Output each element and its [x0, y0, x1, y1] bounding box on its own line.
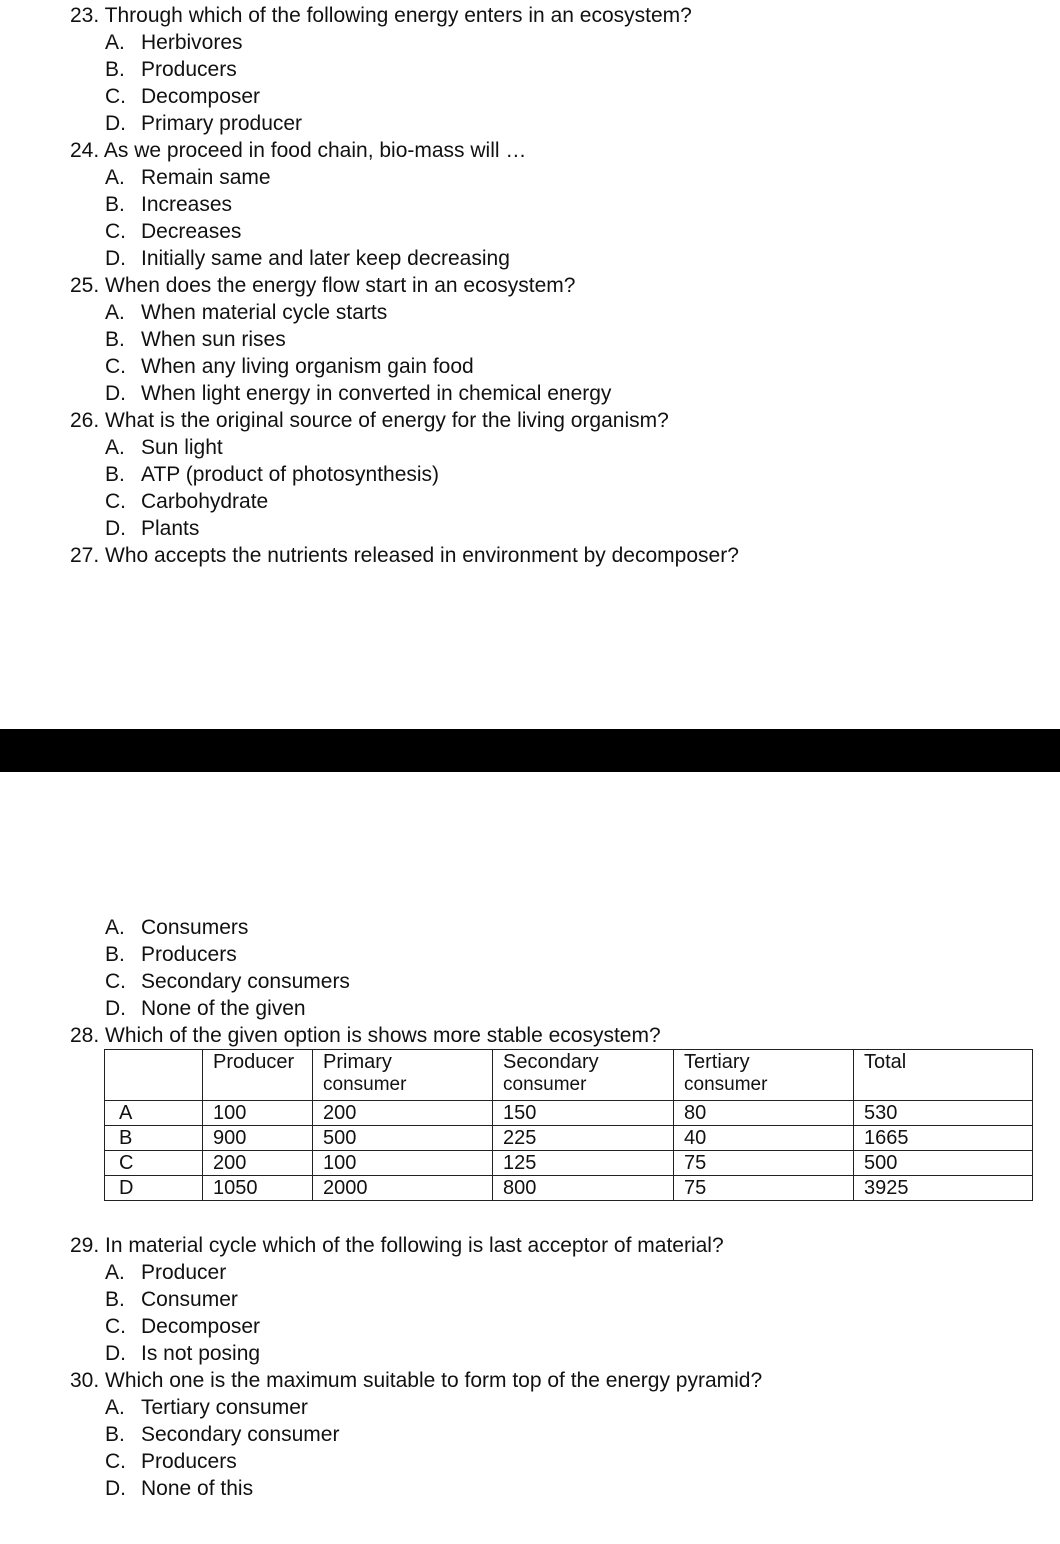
- question-29: 29. In material cycle which of the following is last acceptor of material?: [70, 1234, 724, 1257]
- q25-option-b: B. When sun rises: [105, 328, 286, 351]
- cell-producer: 100: [203, 1101, 313, 1126]
- q26-option-d: D. Plants: [105, 517, 200, 540]
- question-24: 24. As we proceed in food chain, bio-mass will …: [70, 139, 527, 162]
- q27-option-c: C. Secondary consumers: [105, 970, 350, 993]
- question-23: 23. Through which of the following energy enters in an ecosystem?: [70, 4, 692, 27]
- question-30: 30. Which one is the maximum suitable to form top of the energy pyramid?: [70, 1369, 763, 1392]
- header-total: Total: [854, 1050, 1033, 1101]
- table-row: [105, 1176, 1033, 1201]
- header-tertiary-consumer: Tertiary consumer: [674, 1050, 854, 1101]
- q23-option-a: A. Herbivores: [105, 31, 243, 54]
- question-25: 25. When does the energy flow start in an ecosystem?: [70, 274, 576, 297]
- q24-option-a: A. Remain same: [105, 166, 271, 189]
- table-header-row: [105, 1050, 1033, 1101]
- cell-secondary: 225: [493, 1126, 674, 1151]
- cell-primary: 200: [313, 1101, 493, 1126]
- q25-option-c: C. When any living organism gain food: [105, 355, 474, 378]
- cell-producer: 200: [203, 1151, 313, 1176]
- row-label: B: [105, 1126, 203, 1151]
- q27-option-d: D. None of the given: [105, 997, 306, 1020]
- cell-primary: 2000: [313, 1176, 493, 1201]
- cell-total: 1665: [854, 1126, 1033, 1151]
- row-label: C: [105, 1151, 203, 1176]
- cell-primary: 500: [313, 1126, 493, 1151]
- q29-option-a: A. Producer: [105, 1261, 227, 1284]
- q24-option-d: D. Initially same and later keep decreasing: [105, 247, 510, 270]
- cell-secondary: 800: [493, 1176, 674, 1201]
- cell-secondary: 150: [493, 1101, 674, 1126]
- cell-tertiary: 80: [674, 1101, 854, 1126]
- table-row: [105, 1101, 1033, 1126]
- cell-total: 530: [854, 1101, 1033, 1126]
- question-28: 28. Which of the given option is shows more stable ecosystem?: [70, 1024, 661, 1047]
- q29-option-d: D. Is not posing: [105, 1342, 261, 1365]
- cell-producer: 900: [203, 1126, 313, 1151]
- q30-option-c: C. Producers: [105, 1450, 237, 1473]
- q24-option-c: C. Decreases: [105, 220, 242, 243]
- cell-secondary: 125: [493, 1151, 674, 1176]
- header-producer: Producer: [203, 1050, 313, 1101]
- header-primary-consumer: Primary consumer: [313, 1050, 493, 1101]
- q26-option-a: A. Sun light: [105, 436, 223, 459]
- cell-tertiary: 40: [674, 1126, 854, 1151]
- q30-option-b: B. Secondary consumer: [105, 1423, 340, 1446]
- ecosystem-table: [104, 1049, 1033, 1201]
- cell-producer: 1050: [203, 1176, 313, 1201]
- q29-option-b: B. Consumer: [105, 1288, 238, 1311]
- row-label: D: [105, 1176, 203, 1201]
- row-label: A: [105, 1101, 203, 1126]
- question-27: 27. Who accepts the nutrients released in environment by decomposer?: [70, 544, 739, 567]
- q25-option-d: D. When light energy in converted in chemical energy: [105, 382, 612, 405]
- q27-option-a: A. Consumers: [105, 916, 249, 939]
- q30-option-a: A. Tertiary consumer: [105, 1396, 308, 1419]
- q24-option-b: B. Increases: [105, 193, 233, 216]
- cell-total: 3925: [854, 1176, 1033, 1201]
- q23-option-d: D. Primary producer: [105, 112, 303, 135]
- q25-option-a: A. When material cycle starts: [105, 301, 388, 324]
- q26-option-b: B. ATP (product of photosynthesis): [105, 463, 440, 486]
- table-row: [105, 1126, 1033, 1151]
- cell-tertiary: 75: [674, 1176, 854, 1201]
- table-row: [105, 1151, 1033, 1176]
- q26-option-c: C. Carbohydrate: [105, 490, 269, 513]
- q29-option-c: C. Decomposer: [105, 1315, 261, 1338]
- question-26: 26. What is the original source of energy for the living organism?: [70, 409, 669, 432]
- header-empty: [105, 1050, 203, 1101]
- black-bar: [0, 729, 1060, 772]
- cell-tertiary: 75: [674, 1151, 854, 1176]
- q23-option-c: C. Decomposer: [105, 85, 261, 108]
- q27-option-b: B. Producers: [105, 943, 237, 966]
- cell-total: 500: [854, 1151, 1033, 1176]
- header-secondary-consumer: Secondary consumer: [493, 1050, 674, 1101]
- cell-primary: 100: [313, 1151, 493, 1176]
- q23-option-b: B. Producers: [105, 58, 237, 81]
- q30-option-d: D. None of this: [105, 1477, 254, 1500]
